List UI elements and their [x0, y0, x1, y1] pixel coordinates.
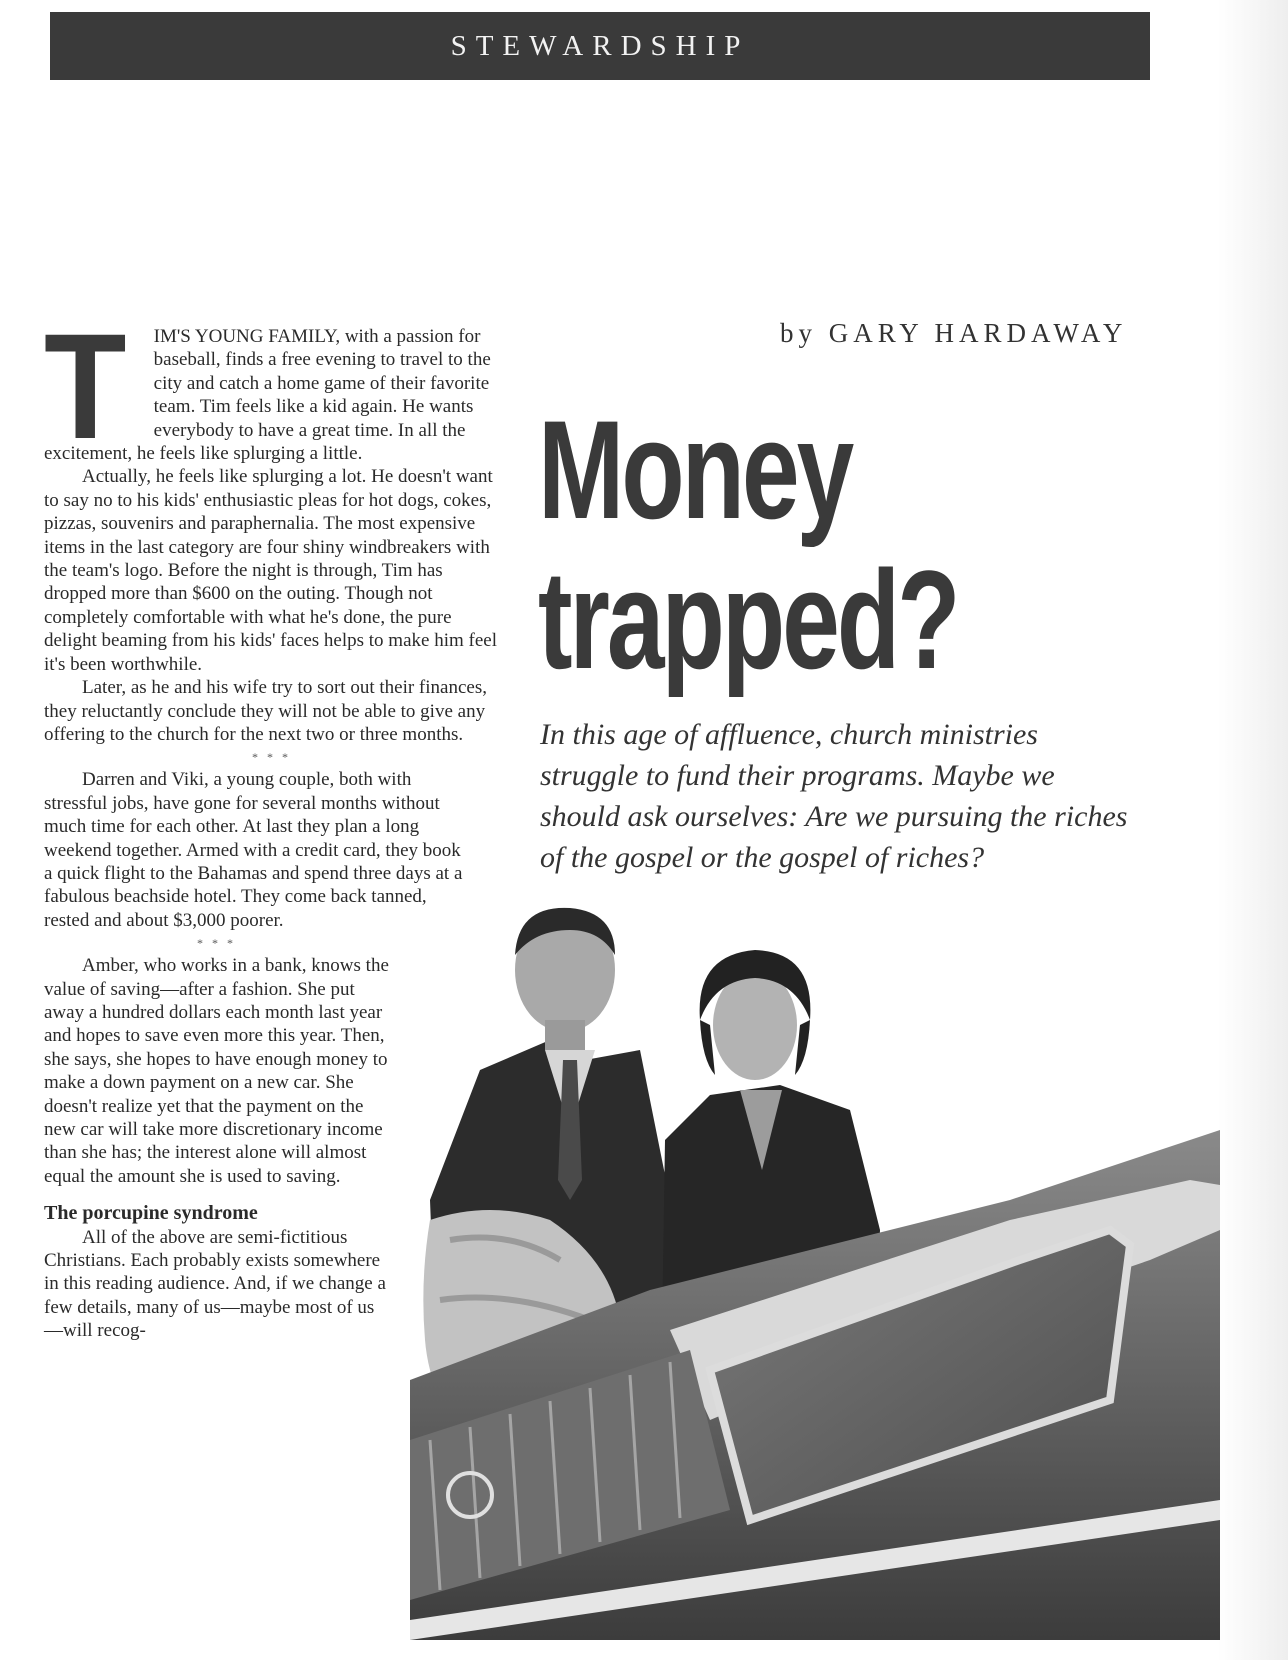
title-line-2: trapped?	[538, 541, 958, 698]
drop-cap: T	[44, 302, 127, 470]
section-separator: * * *	[197, 936, 236, 951]
paragraph: Amber, who works in a bank, knows the value of saving—after a fashion. She put away a hundred dollars each month last year and hopes to save even more this year. Then, she says, she hopes to have enough money to make a down payment on a new car. She doesn't realize yet that the payment on the new car will take more discretionary income than she has; the interest alone will almost equal the amount she is used to saving.	[44, 955, 389, 1187]
article-title	[538, 391, 997, 698]
paragraph: Later, as he and his wife try to sort out their finances, they reluctantly conclude they will not be able to give any offering to the church for the next two or three months.	[44, 677, 487, 745]
section-label: STEWARDSHIP	[450, 29, 750, 62]
article-deck: In this age of affluence, church ministries struggle to fund their programs. Maybe we should ask ourselves: Are we pursuing the riches of the gospel or the gospel of riches?	[540, 718, 1128, 874]
section-banner	[50, 12, 1150, 80]
title-line-1: Money	[538, 391, 852, 548]
subheading: The porcupine syndrome	[44, 1202, 258, 1225]
paragraph-group	[44, 768, 464, 932]
opening-paragraphs	[44, 302, 509, 676]
paragraph: Darren and Viki, a young couple, both with stressful jobs, have gone for several months without much time for each other. At last they plan a long weekend together. Armed with a credit card, they book a quick flight to the Bahamas and spend three days at a fabulous beachside hotel. They come back tanned, rested and about $3,000 poorer.	[44, 769, 463, 931]
paragraph-group	[44, 932, 389, 1188]
paragraph: Actually, he feels like splurging a lot. He doesn't want to say no to his kids' enthusiastic pleas for hot dogs, cokes, pizzas, souvenirs and paraphernalia. The most expensive items in the last category are four shiny windbreakers with the team's logo. Before the night is through, Tim has dropped more than $600 on the outing. Though not completely comfortable with what he's done, the pure delight beaming from his kids' faces helps to make him feel it's been worthwhile.	[44, 466, 497, 675]
byline: by GARY HARDAWAY	[780, 318, 1128, 348]
page-edge-shadow	[1218, 0, 1288, 1660]
paragraph-group	[44, 676, 499, 768]
paragraph: IM'S YOUNG FAMILY, with a passion for baseball, finds a free evening to travel to the city and catch a home game of their favorite team. Tim feels like a kid again. He wants everybody to have a great time. In all the excitement, he feels like splurging a little.	[44, 326, 491, 465]
couple-with-car-photo	[410, 900, 1220, 1640]
paragraph-group	[44, 1202, 389, 1342]
section-separator: * * *	[252, 750, 291, 765]
paragraph: All of the above are semi-fictitious Christians. Each probably exists somewhere in this reading audience. And, if we change a few details, many of us—maybe most of us—will recog-	[44, 1226, 386, 1342]
